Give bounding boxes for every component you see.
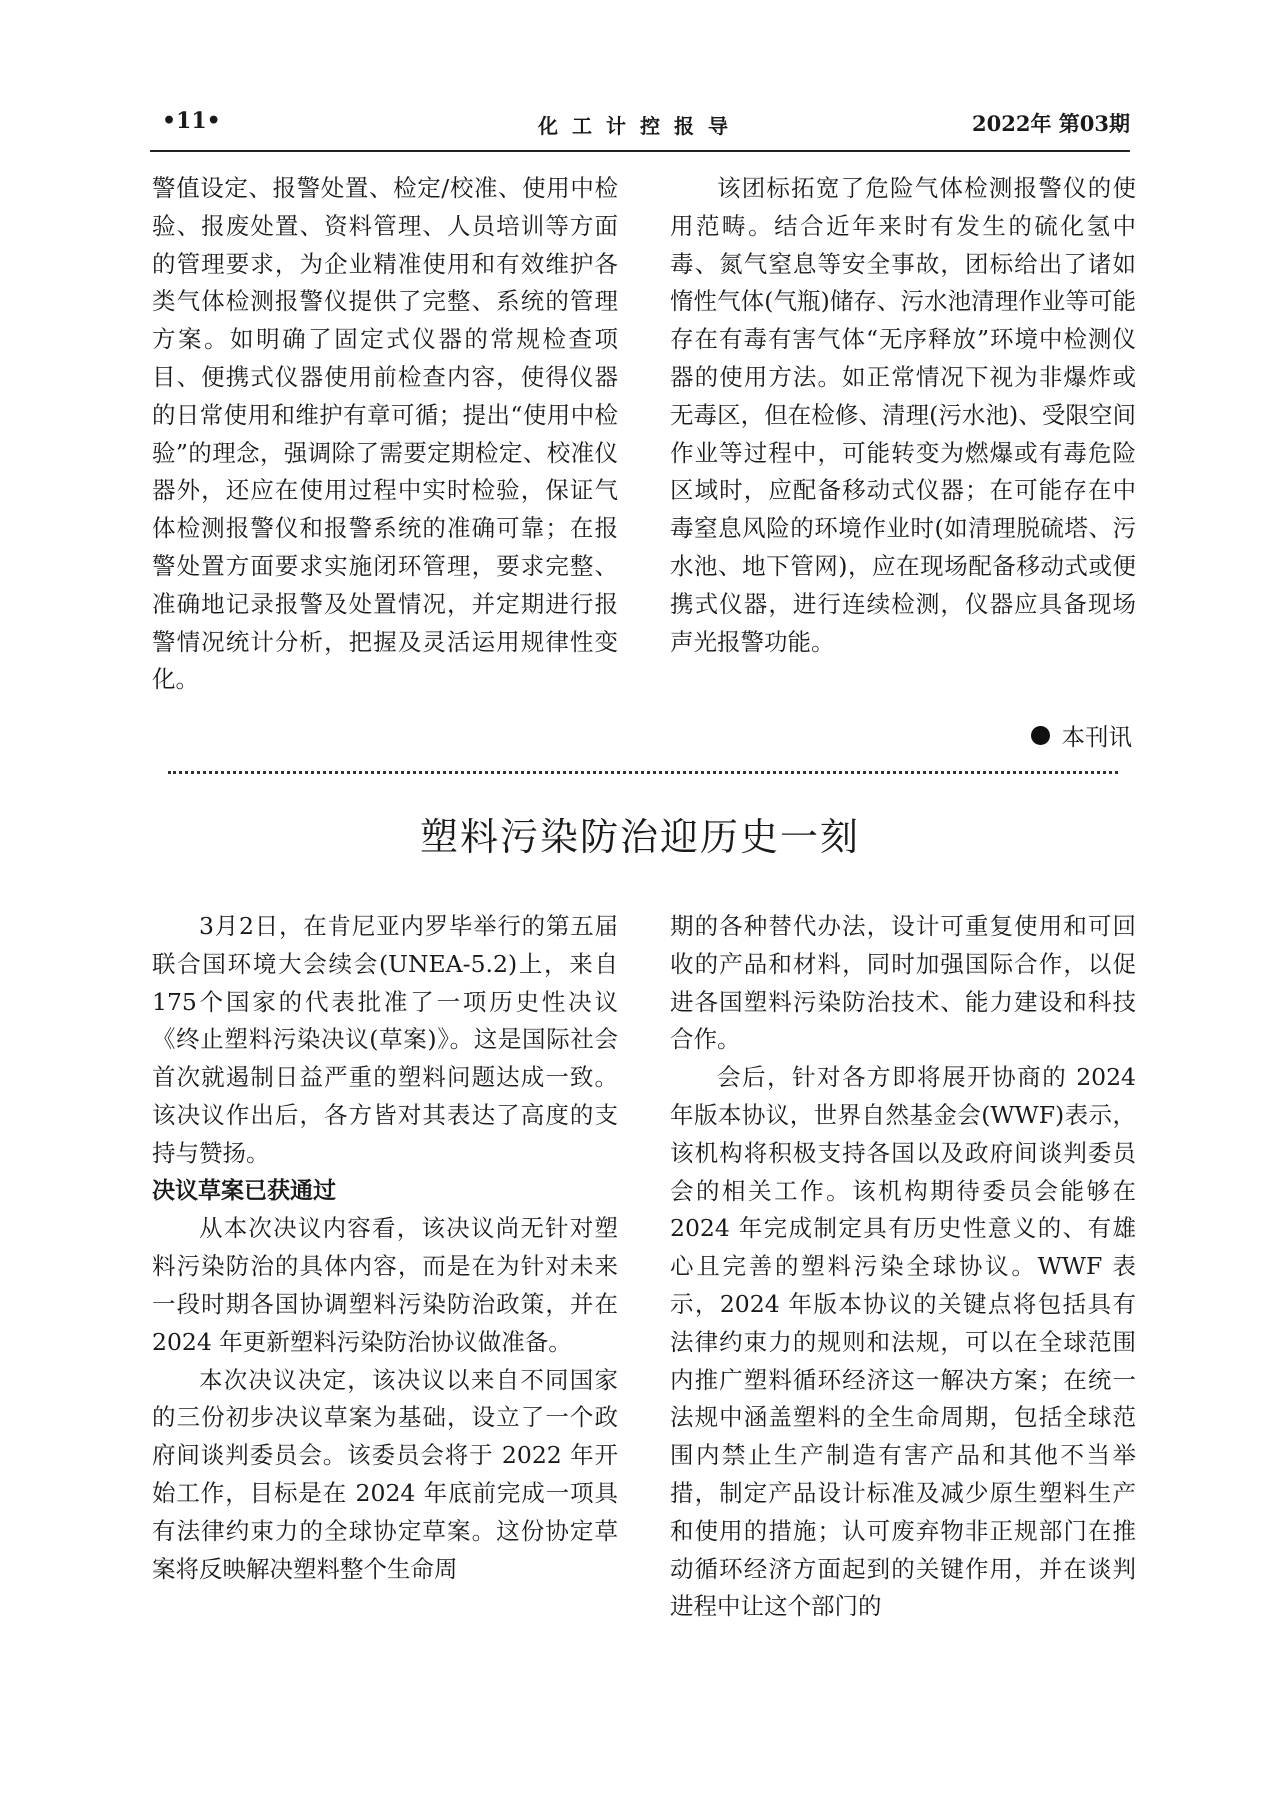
- byline-text: 本刊讯: [1061, 723, 1132, 751]
- page-number: •11•: [162, 108, 221, 134]
- paragraph: 3月2日，在肯尼亚内罗毕举行的第五届联合国环境大会续会(UNEA-5.2)上，来自175个国家的代表批准了一项历史性决议《终止塑料污染决议(草案)》。这是国际社会首次就遏制日益严重的塑料问题达成一致。该决议作出后，各方皆对其表达了高度的支持与赞扬。: [152, 912, 618, 1167]
- paragraph: 期的各种替代办法，设计可重复使用和可回收的产品和材料，同时加强国际合作，以促进各国塑料污染防治技术、能力建设和科技合作。: [670, 912, 1136, 1054]
- journal-name: 化工计控报导: [538, 114, 742, 138]
- article-title: 塑料污染防治迎历史一刻: [419, 815, 860, 859]
- paragraph: 警值设定、报警处置、检定/校准、使用中检验、报废处置、资料管理、人员培训等方面的管理要求，为企业精准使用和有效维护各类气体检测报警仪提供了完整、系统的管理方案。如明确了固定式仪器的常规检查项目、便携式仪器使用前检查内容，使得仪器的日常使用和维护有章可循；提出“使用中检验”的理念，强调除了需要定期检定、校准仪器外，还应在使用过程中实时检验，保证气体检测报警仪和报警系统的准确可靠；在报警处置方面要求实施闭环管理，要求完整、准确地记录报警及处置情况，并定期进行报警情况统计分析，把握及灵活运用规律性变化。: [152, 174, 618, 694]
- section-subheading: 决议草案已获通过: [152, 1177, 336, 1204]
- page-header: [150, 104, 1130, 144]
- paragraph: 会后，针对各方即将展开协商的 2024 年版本协议，世界自然基金会(WWF)表示，该机构将积极支持各国以及政府间谈判委员会的相关工作。该机构期待委员会能够在 2024 年完成制定具有历史性意义的、有雄心且完善的塑料污染全球协议。WWF 表示，2024 年版本协议的关键点将包括具有法律约束力的规则和法规，可以在全球范围内推广塑料循环经济这一解决方案；在统一法规中涵盖塑料的全生命周期，包括全球范围内禁止生产制造有害产品和其他不当举措，制定产品设计标准及减少原生塑料生产和使用的措施；认可废弃物非正规部门在推动循环经济方面起到的关键作用，并在谈判进程中让这个部门的: [670, 1063, 1136, 1621]
- issue-label: 2022年 第03期: [972, 111, 1130, 136]
- top-article-right-column: [670, 170, 1136, 661]
- main-article-left-column: [152, 908, 618, 1588]
- dotted-divider: [168, 771, 1118, 774]
- header-rule: [150, 150, 1130, 152]
- paragraph: 本次决议决定，该决议以来自不同国家的三份初步决议草案为基础，设立了一个政府间谈判委员会。该委员会将于 2022 年开始工作，目标是在 2024 年底前完成一项具有法律约束力的全球协定草案。这份协定草案将反映解决塑料整个生命周: [152, 1365, 618, 1583]
- paragraph: 从本次决议内容看，该决议尚无针对塑料污染防治的具体内容，而是在为针对未来一段时期各国协调塑料污染防治政策，并在 2024 年更新塑料污染防治协议做准备。: [152, 1214, 618, 1356]
- bullet-icon: [1031, 726, 1050, 745]
- byline: [1031, 718, 1133, 752]
- top-article-left-column: [152, 170, 618, 699]
- paragraph: 该团标拓宽了危险气体检测报警仪的使用范畴。结合近年来时有发生的硫化氢中毒、氮气窒息等安全事故，团标给出了诸如惰性气体(气瓶)储存、污水池清理作业等可能存在有毒有害气体“无序释放”环境中检测仪器的使用方法。如正常情况下视为非爆炸或无毒区，但在检修、清理(污水池)、受限空间作业等过程中，可能转变为燃爆或有毒危险区域时，应配备移动式仪器；在可能存在中毒窒息风险的环境作业时(如清理脱硫塔、污水池、地下管网)，应在现场配备移动式或便携式仪器，进行连续检测，仪器应具备现场声光报警功能。: [670, 174, 1136, 656]
- main-article-right-column: [670, 908, 1136, 1626]
